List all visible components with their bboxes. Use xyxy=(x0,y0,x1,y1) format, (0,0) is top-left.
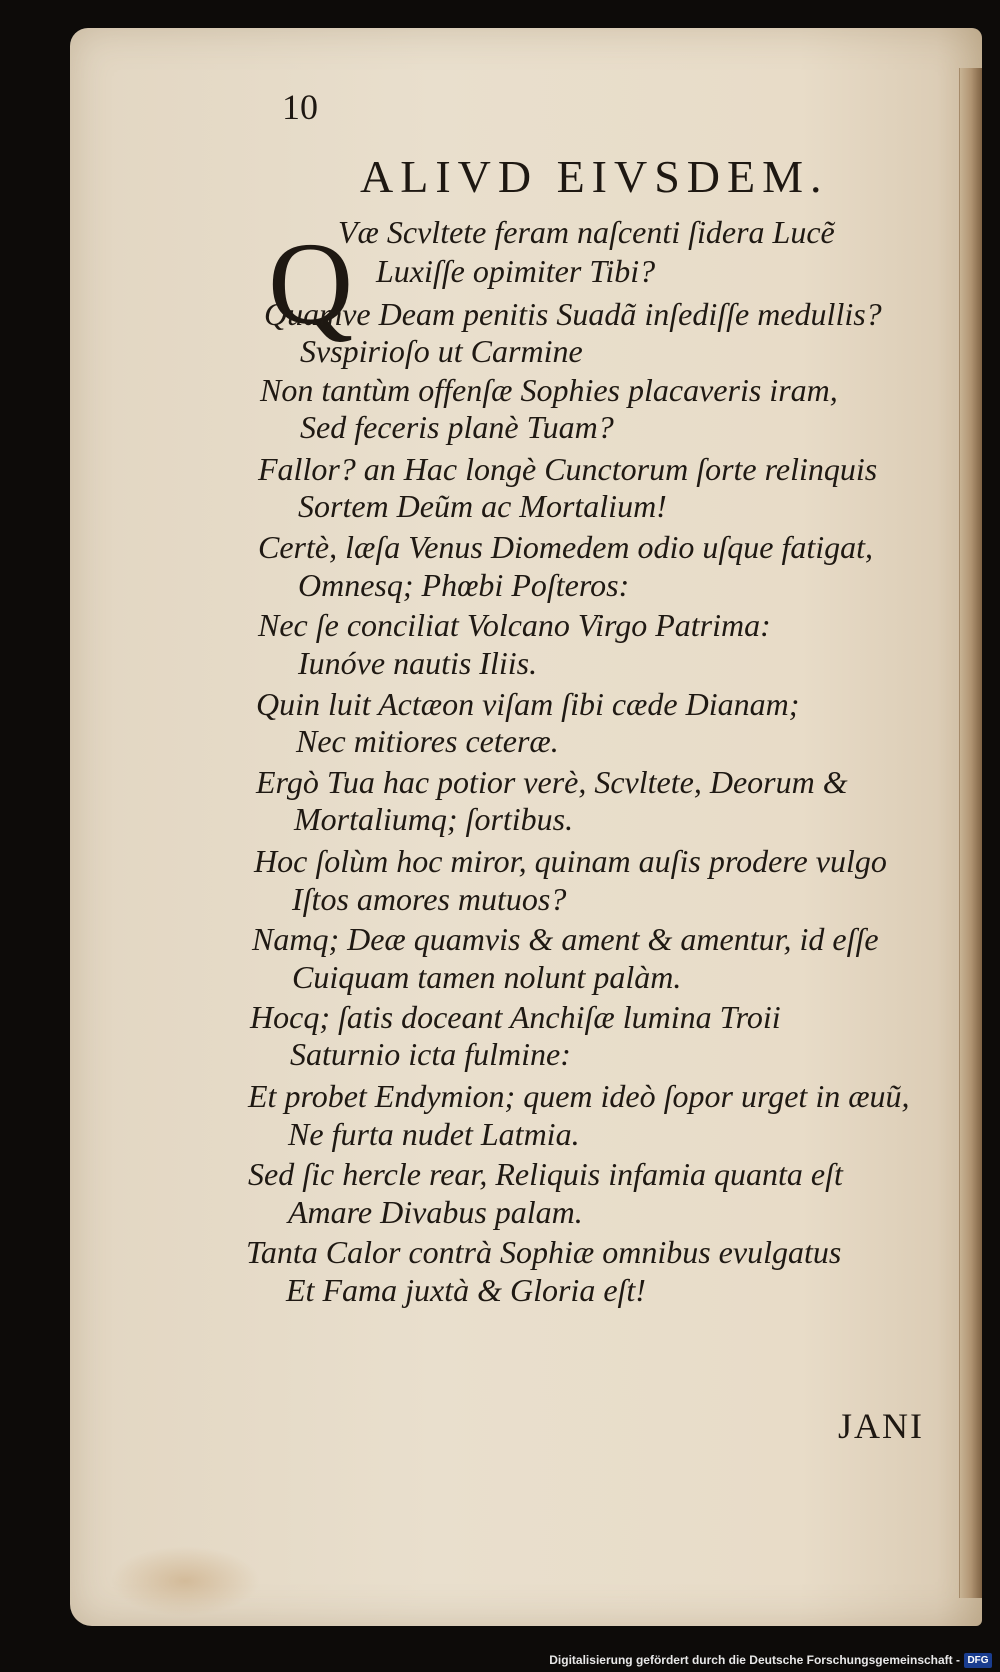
digitization-footer xyxy=(0,1648,1000,1672)
verse-line: Saturnio icta fulmine: xyxy=(290,1036,571,1072)
verse-line: Quin luit Actæon viſam ſibi cæde Dianam; xyxy=(256,686,800,722)
verse-line: Luxiſſe opimiter Tibi? xyxy=(376,253,656,289)
poem-title: ALIVD EIVSDEM. xyxy=(360,151,829,202)
verse-line: Et probet Endymion; quem ideò ſopor urget in æuũ, xyxy=(248,1078,910,1114)
verse-line: Hoc ſolùm hoc miror, quinam auſis prodere vulgo xyxy=(254,843,887,879)
verse-line: Sed ſic hercle rear, Reliquis infamia quanta eſt xyxy=(248,1156,843,1192)
verse-line: Namq; Deæ quamvis & ament & amentur, id eſſe xyxy=(252,921,879,957)
verse-line: Nec ſe conciliat Volcano Virgo Patrima: xyxy=(258,607,771,643)
verse-line: Sortem Deũm ac Mortalium! xyxy=(298,488,667,524)
verse-line: Tanta Calor contrà Sophiæ omnibus evulgatus xyxy=(246,1234,842,1270)
decorative-initial: Q xyxy=(268,218,354,349)
paper-stain xyxy=(110,1546,260,1616)
dfg-logo: DFG xyxy=(964,1653,992,1668)
verse-line: Svspirioſo ut Carmine xyxy=(300,333,583,369)
verse-line: Cuiquam tamen nolunt palàm. xyxy=(292,959,682,995)
verse-line: Ne furta nudet Latmia. xyxy=(288,1116,580,1152)
footer-credit: Digitalisierung gefördert durch die Deutsche Forschungsgemeinschaft - xyxy=(549,1653,960,1667)
verse-line: Mortaliumq; ſortibus. xyxy=(294,801,574,837)
verse-line: Et Fama juxtà & Gloria eſt! xyxy=(286,1272,646,1308)
verse-line: Sed feceris planè Tuam? xyxy=(300,409,614,445)
verse-line: Hocq; ſatis doceant Anchiſæ lumina Troii xyxy=(250,999,781,1035)
catchword: JANI xyxy=(838,1406,924,1446)
verse-line: Quamve Deam penitis Suadã inſediſſe medullis? xyxy=(264,296,882,332)
verse-line: Nec mitiores ceteræ. xyxy=(296,723,559,759)
verse-line: Ergò Tua hac potior verè, Scvltete, Deorum & xyxy=(256,764,848,800)
verse-line: Iunóve nautis Iliis. xyxy=(298,645,538,681)
page-number: 10 xyxy=(282,87,318,127)
verse-line: Non tantùm offenſæ Sophies placaveris iram, xyxy=(260,372,838,408)
verse-line: Fallor? an Hac longè Cunctorum ſorte relinquis xyxy=(258,451,878,487)
verse-line: Amare Divabus palam. xyxy=(288,1194,583,1230)
page-edge xyxy=(959,68,982,1598)
verse-line: Certè, læſa Venus Diomedem odio uſque fatigat, xyxy=(258,529,874,565)
verse-line: Omnesq; Phœbi Poſteros: xyxy=(298,567,630,603)
verse-line: Iſtos amores mutuos? xyxy=(292,881,567,917)
verse-line: Væ Scvltete feram naſcenti ſidera Lucẽ xyxy=(338,214,835,250)
